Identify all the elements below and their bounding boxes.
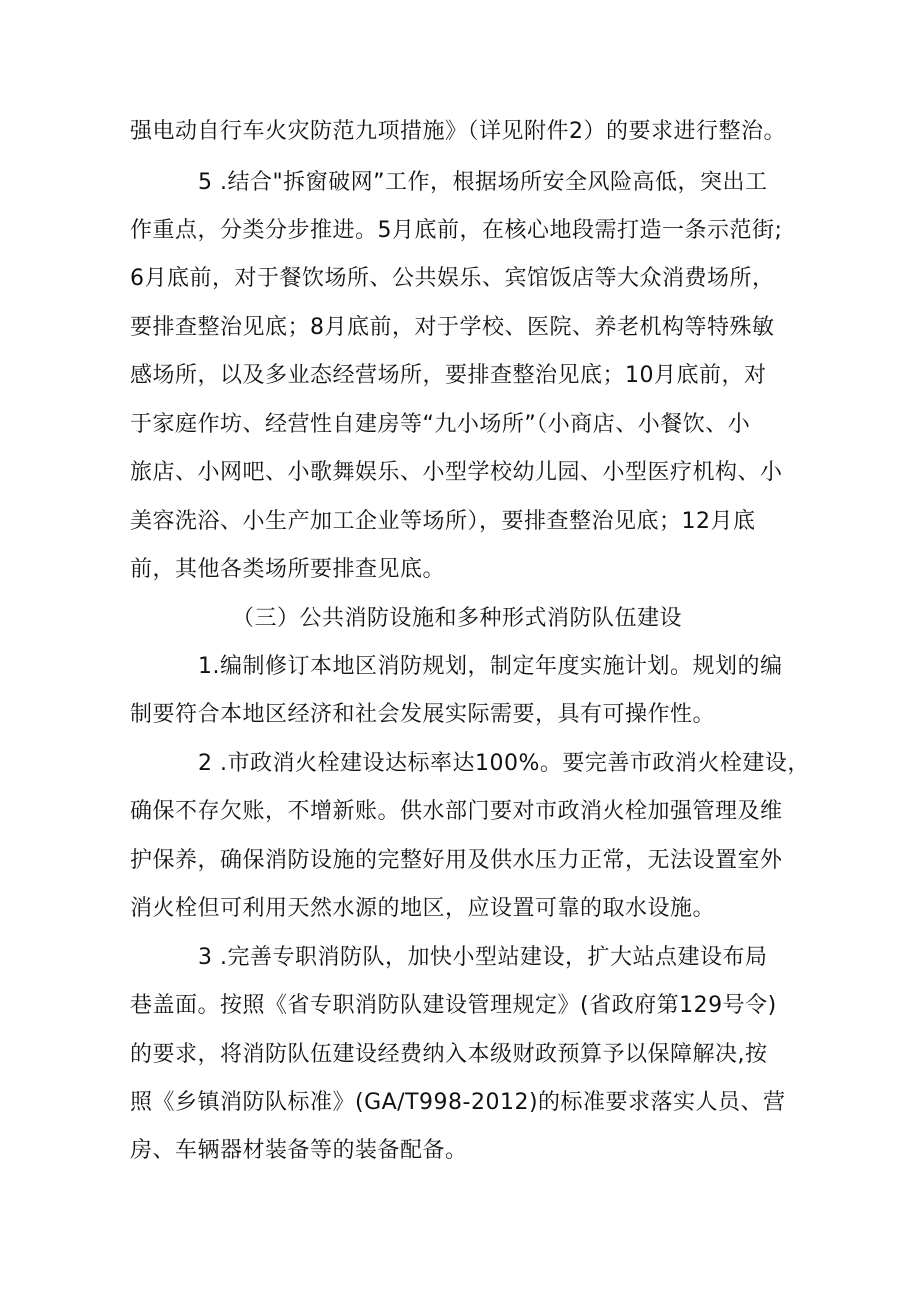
text-line: 巷盖面。按照《省专职消防队建设管理规定》(省政府第129号令) xyxy=(130,993,777,1018)
text-line: 照《乡镇消防队标准》(GA/T998-2012)的标准要求落实人员、营 xyxy=(130,1090,786,1115)
text-line: 确保不存欠账，不增新账。供水部门要对市政消火栓加强管理及维 xyxy=(130,799,783,824)
text-line: 6月底前，对于餐饮场所、公共娱乐、宾馆饭店等大众消费场所， xyxy=(130,266,775,291)
text-line: 护保养，确保消防设施的完整好用及供水压力正常，无法设置室外 xyxy=(130,848,783,873)
text-line: 前，其他各类场所要排查见底。 xyxy=(130,557,446,582)
text-line: 作重点，分类分步推进。5月底前，在核心地段需打造一条示范街; xyxy=(130,218,783,243)
text-line: 旅店、小网吧、小歌舞娱乐、小型学校幼儿园、小型医疗机构、小 xyxy=(130,460,783,485)
text-line: 美容洗浴、小生产加工企业等场所），要排查整治见底；12月底 xyxy=(130,509,756,534)
text-line: 感场所，以及多业态经营场所，要排查整治见底；10月底前，对 xyxy=(130,363,767,388)
text-line: 强电动自行车火灾防范九项措施》（详见附件2）的要求进行整治。 xyxy=(130,119,786,144)
text-line: 房、车辆器材装备等的装备配备。 xyxy=(130,1138,468,1163)
text-line: 3 .完善专职消防队，加快小型站建设，扩大站点建设布局 xyxy=(198,945,768,970)
text-line: 于家庭作坊、经营性自建房等“九小场所”（小商店、小餐饮、小 xyxy=(130,412,751,437)
section-heading: （三）公共消防设施和多种形式消防队伍建设 xyxy=(232,606,683,631)
text-line: 5 .结合"拆窗破网”工作，根据场所安全风险高低，突出工 xyxy=(198,170,768,195)
text-line: 的要求，将消防队伍建设经费纳入本级财政预算予以保障解决,按 xyxy=(130,1042,768,1067)
text-line: 制要符合本地区经济和社会发展实际需要，具有可操作性。 xyxy=(130,702,716,727)
text-line: 2 .市政消火栓建设达标率达100%。要完善市政消火栓建设， xyxy=(198,751,810,776)
text-line: 消火栓但可利用天然水源的地区，应设置可靠的取水设施。 xyxy=(130,896,716,921)
text-line: 要排查整治见底；8月底前，对于学校、医院、养老机构等特殊敏 xyxy=(130,315,775,340)
text-line: 1.编制修订本地区消防规划，制定年度实施计划。规划的编 xyxy=(198,654,783,679)
